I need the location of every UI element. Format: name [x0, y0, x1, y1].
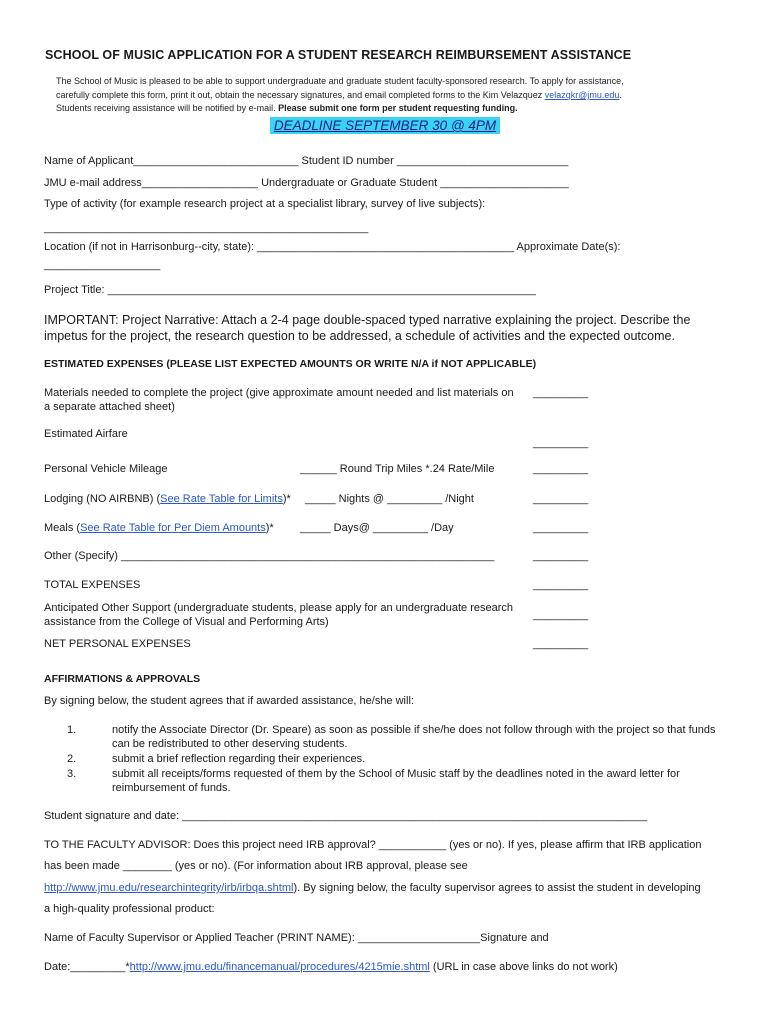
materials-amount[interactable]: _________ [533, 387, 589, 399]
affirmation-item-1-cont: can be redistributed to other deserving students. [112, 738, 348, 750]
affirmation-item-3 [67, 767, 680, 781]
expenses-heading: ESTIMATED EXPENSES (PLEASE LIST EXPECTED AMOUNTS OR WRITE N/A if NOT APPLICABLE) [44, 358, 537, 370]
support-line-2: assistance from the College of Visual and Performing Arts) [44, 616, 329, 628]
intro-period: . [619, 90, 622, 100]
airfare-label: Estimated Airfare [44, 428, 128, 440]
mileage-detail[interactable]: ______ Round Trip Miles *.24 Rate/Mile [300, 463, 495, 475]
project-title-line[interactable]: Project Title: ______________________________________________________________________ [44, 284, 536, 296]
mileage-amount[interactable]: _________ [533, 463, 589, 475]
lodging-detail[interactable]: _____ Nights @ _________ /Night [305, 493, 474, 505]
support-line-1: Anticipated Other Support (undergraduate students, please apply for an undergraduate research [44, 602, 514, 614]
activity-label: Type of activity (for example research project at a specialist library, survey of live subjects): [44, 198, 486, 210]
faculty-advisor-line-3 [44, 881, 701, 895]
meals-rate-link[interactable]: See Rate Table for Per Diem Amounts [80, 522, 266, 534]
finance-manual-link[interactable]: http://www.jmu.edu/financemanual/procedures/4215mie.shtml [129, 961, 430, 973]
affirmations-heading: AFFIRMATIONS & APPROVALS [44, 673, 201, 685]
meals-asterisk: )* [265, 522, 274, 534]
affirmation-item-3-cont: reimbursement of funds. [112, 782, 231, 794]
location-line[interactable]: Location (if not in Harrisonburg--city, state): __________________________________________ Approximate Date(s): [44, 241, 621, 253]
meals-detail[interactable]: _____ Days@ _________ /Day [300, 522, 454, 534]
faculty-advisor-line-1[interactable]: TO THE FACULTY ADVISOR: Does this project need IRB approval? ___________ (yes or no). If yes, please affirm that IRB application [44, 839, 702, 851]
total-amount[interactable]: _________ [533, 579, 589, 591]
other-line[interactable]: Other (Specify) _____________________________________________________________ [44, 550, 495, 562]
materials-line-2: a separate attached sheet) [44, 401, 175, 413]
intro-notify-text: Students receiving assistance will be notified by e-mail. [56, 103, 279, 113]
affirmation-item-1 [67, 723, 716, 737]
date-url-line [44, 960, 618, 974]
total-label: TOTAL EXPENSES [44, 579, 141, 591]
important-line-2: impetus for the project, the research question to be addressed, a schedule of activities and the expected outcome. [44, 329, 675, 343]
meals-label [44, 521, 274, 535]
intro-line-1: The School of Music is pleased to be able to support undergraduate and graduate student faculty-sponsored research. To apply for assistance, [56, 76, 624, 86]
meals-text: Meals ( [44, 522, 81, 534]
form-title: SCHOOL OF MUSIC APPLICATION FOR A STUDENT RESEARCH REIMBURSEMENT ASSISTANCE [45, 48, 632, 62]
important-line-1: IMPORTANT: Project Narrative: Attach a 2-4 page double-spaced typed narrative explaining the project. Describe the [44, 313, 691, 327]
item-text: submit all receipts/forms requested of them by the School of Music staff by the deadlines noted in the award letter for [112, 768, 680, 780]
item-text: submit a brief reflection regarding their experiences. [112, 753, 366, 765]
intro-line-2 [56, 90, 622, 101]
materials-line-1: Materials needed to complete the project (give approximate amount needed and list materials on [44, 387, 514, 399]
intro-line-3 [56, 103, 518, 114]
faculty-advisor-line-4: a high-quality professional product: [44, 903, 215, 915]
meals-amount[interactable]: _________ [533, 522, 589, 534]
supervisor-name-line[interactable]: Name of Faculty Supervisor or Applied Teacher (PRINT NAME): ____________________Signature and [44, 932, 549, 944]
applicant-line[interactable]: Name of Applicant___________________________ Student ID number ____________________________ [44, 155, 569, 167]
faculty-agreement-text: ). By signing below, the faculty supervisor agrees to assist the student in developing [293, 882, 701, 894]
email-link[interactable]: velazqkr@jmu.edu [544, 90, 620, 100]
item-number: 2. [67, 753, 77, 765]
mileage-label: Personal Vehicle Mileage [44, 463, 168, 475]
deadline-banner: DEADLINE SEPTEMBER 30 @ 4PM [270, 117, 500, 134]
intro-submit-note: Please submit one form per student requesting funding. [278, 103, 518, 113]
irb-link[interactable]: http://www.jmu.edu/researchintegrity/irb/irbqa.shtml [44, 882, 294, 894]
lodging-text: Lodging (NO AIRBNB) ( [44, 493, 161, 505]
item-number: 1. [67, 724, 77, 736]
net-amount[interactable]: _________ [533, 638, 589, 650]
lodging-asterisk: )* [282, 493, 291, 505]
email-line[interactable]: JMU e-mail address___________________ Undergraduate or Graduate Student _____________________ [44, 177, 569, 189]
support-amount[interactable]: _________ [533, 609, 589, 621]
intro-text: carefully complete this form, print it out, obtain the necessary signatures, and email completed forms to the Kim Velazquez [56, 90, 545, 100]
activity-blank[interactable]: _____________________________________________________ [44, 222, 369, 234]
net-label: NET PERSONAL EXPENSES [44, 638, 191, 650]
affirmation-item-2 [67, 752, 365, 766]
student-signature-line[interactable]: Student signature and date: ____________________________________________________________________________ [44, 810, 648, 822]
lodging-rate-link[interactable]: See Rate Table for Limits [160, 493, 283, 505]
url-note: (URL in case above links do not work) [429, 961, 618, 973]
date-blank[interactable]: ___________________ [44, 259, 161, 271]
affirmations-intro: By signing below, the student agrees that if awarded assistance, he/she will: [44, 695, 414, 707]
other-amount[interactable]: _________ [533, 550, 589, 562]
item-number: 3. [67, 768, 77, 780]
lodging-label [44, 492, 291, 506]
faculty-advisor-line-2[interactable]: has been made ________ (yes or no). (For information about IRB approval, please see [44, 860, 468, 872]
lodging-amount[interactable]: _________ [533, 493, 589, 505]
item-text: notify the Associate Director (Dr. Speare) as soon as possible if she/he does not follow through with the project so that funds [112, 724, 716, 736]
airfare-amount[interactable]: _________ [533, 437, 589, 449]
date-field[interactable]: Date:_________* [44, 961, 130, 973]
